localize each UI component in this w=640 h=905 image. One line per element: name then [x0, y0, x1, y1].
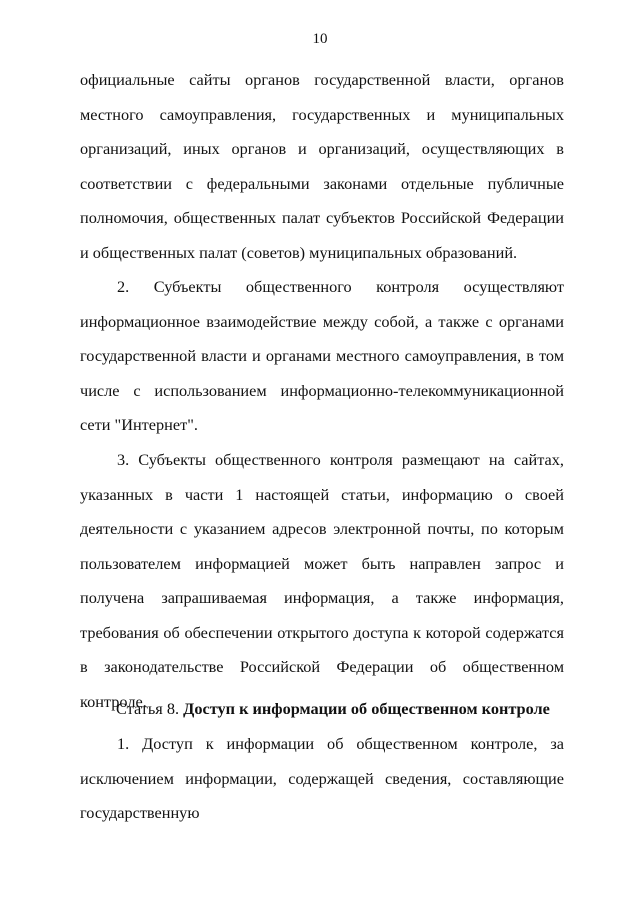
paragraph-item-3: 3. Субъекты общественного контроля размещают на сайтах, указанных в части 1 настоящей статьи, информацию о своей деятельности с указанием адресов электронной почты, по которым пользователем информацией может быть направлен запрос и получена запрашиваемая информация, а также информация, требования об обеспечении открытого доступа к которой содержатся в законодательстве Российской Федерации об общественном контроле. — [80, 450, 564, 711]
paragraph-article8-item-1: 1. Доступ к информации об общественном контроле, за исключением информации, содержащей сведения, составляющие государственную — [80, 734, 564, 822]
article-title: Доступ к информации об общественном контроле — [183, 699, 550, 718]
paragraph-continuation: официальные сайты органов государственной власти, органов местного самоуправления, государственных и муниципальных организаций, иных органов и организаций, осуществляющих в соответствии с федеральными законами отдельные публичные полномочия, общественных палат субъектов Российской Федерации и общественных палат (советов) муниципальных образований. — [80, 70, 564, 262]
paragraph-item-2: 2. Субъекты общественного контроля осуществляют информационное взаимодействие между собой, а также с органами государственной власти и органами местного самоуправления, в том числе с использованием информационно-телекоммуникационной сети "Интернет". — [80, 277, 564, 434]
article-number: Статья 8. — [116, 699, 180, 718]
article-heading — [116, 692, 576, 727]
page-number: 10 — [312, 31, 328, 47]
